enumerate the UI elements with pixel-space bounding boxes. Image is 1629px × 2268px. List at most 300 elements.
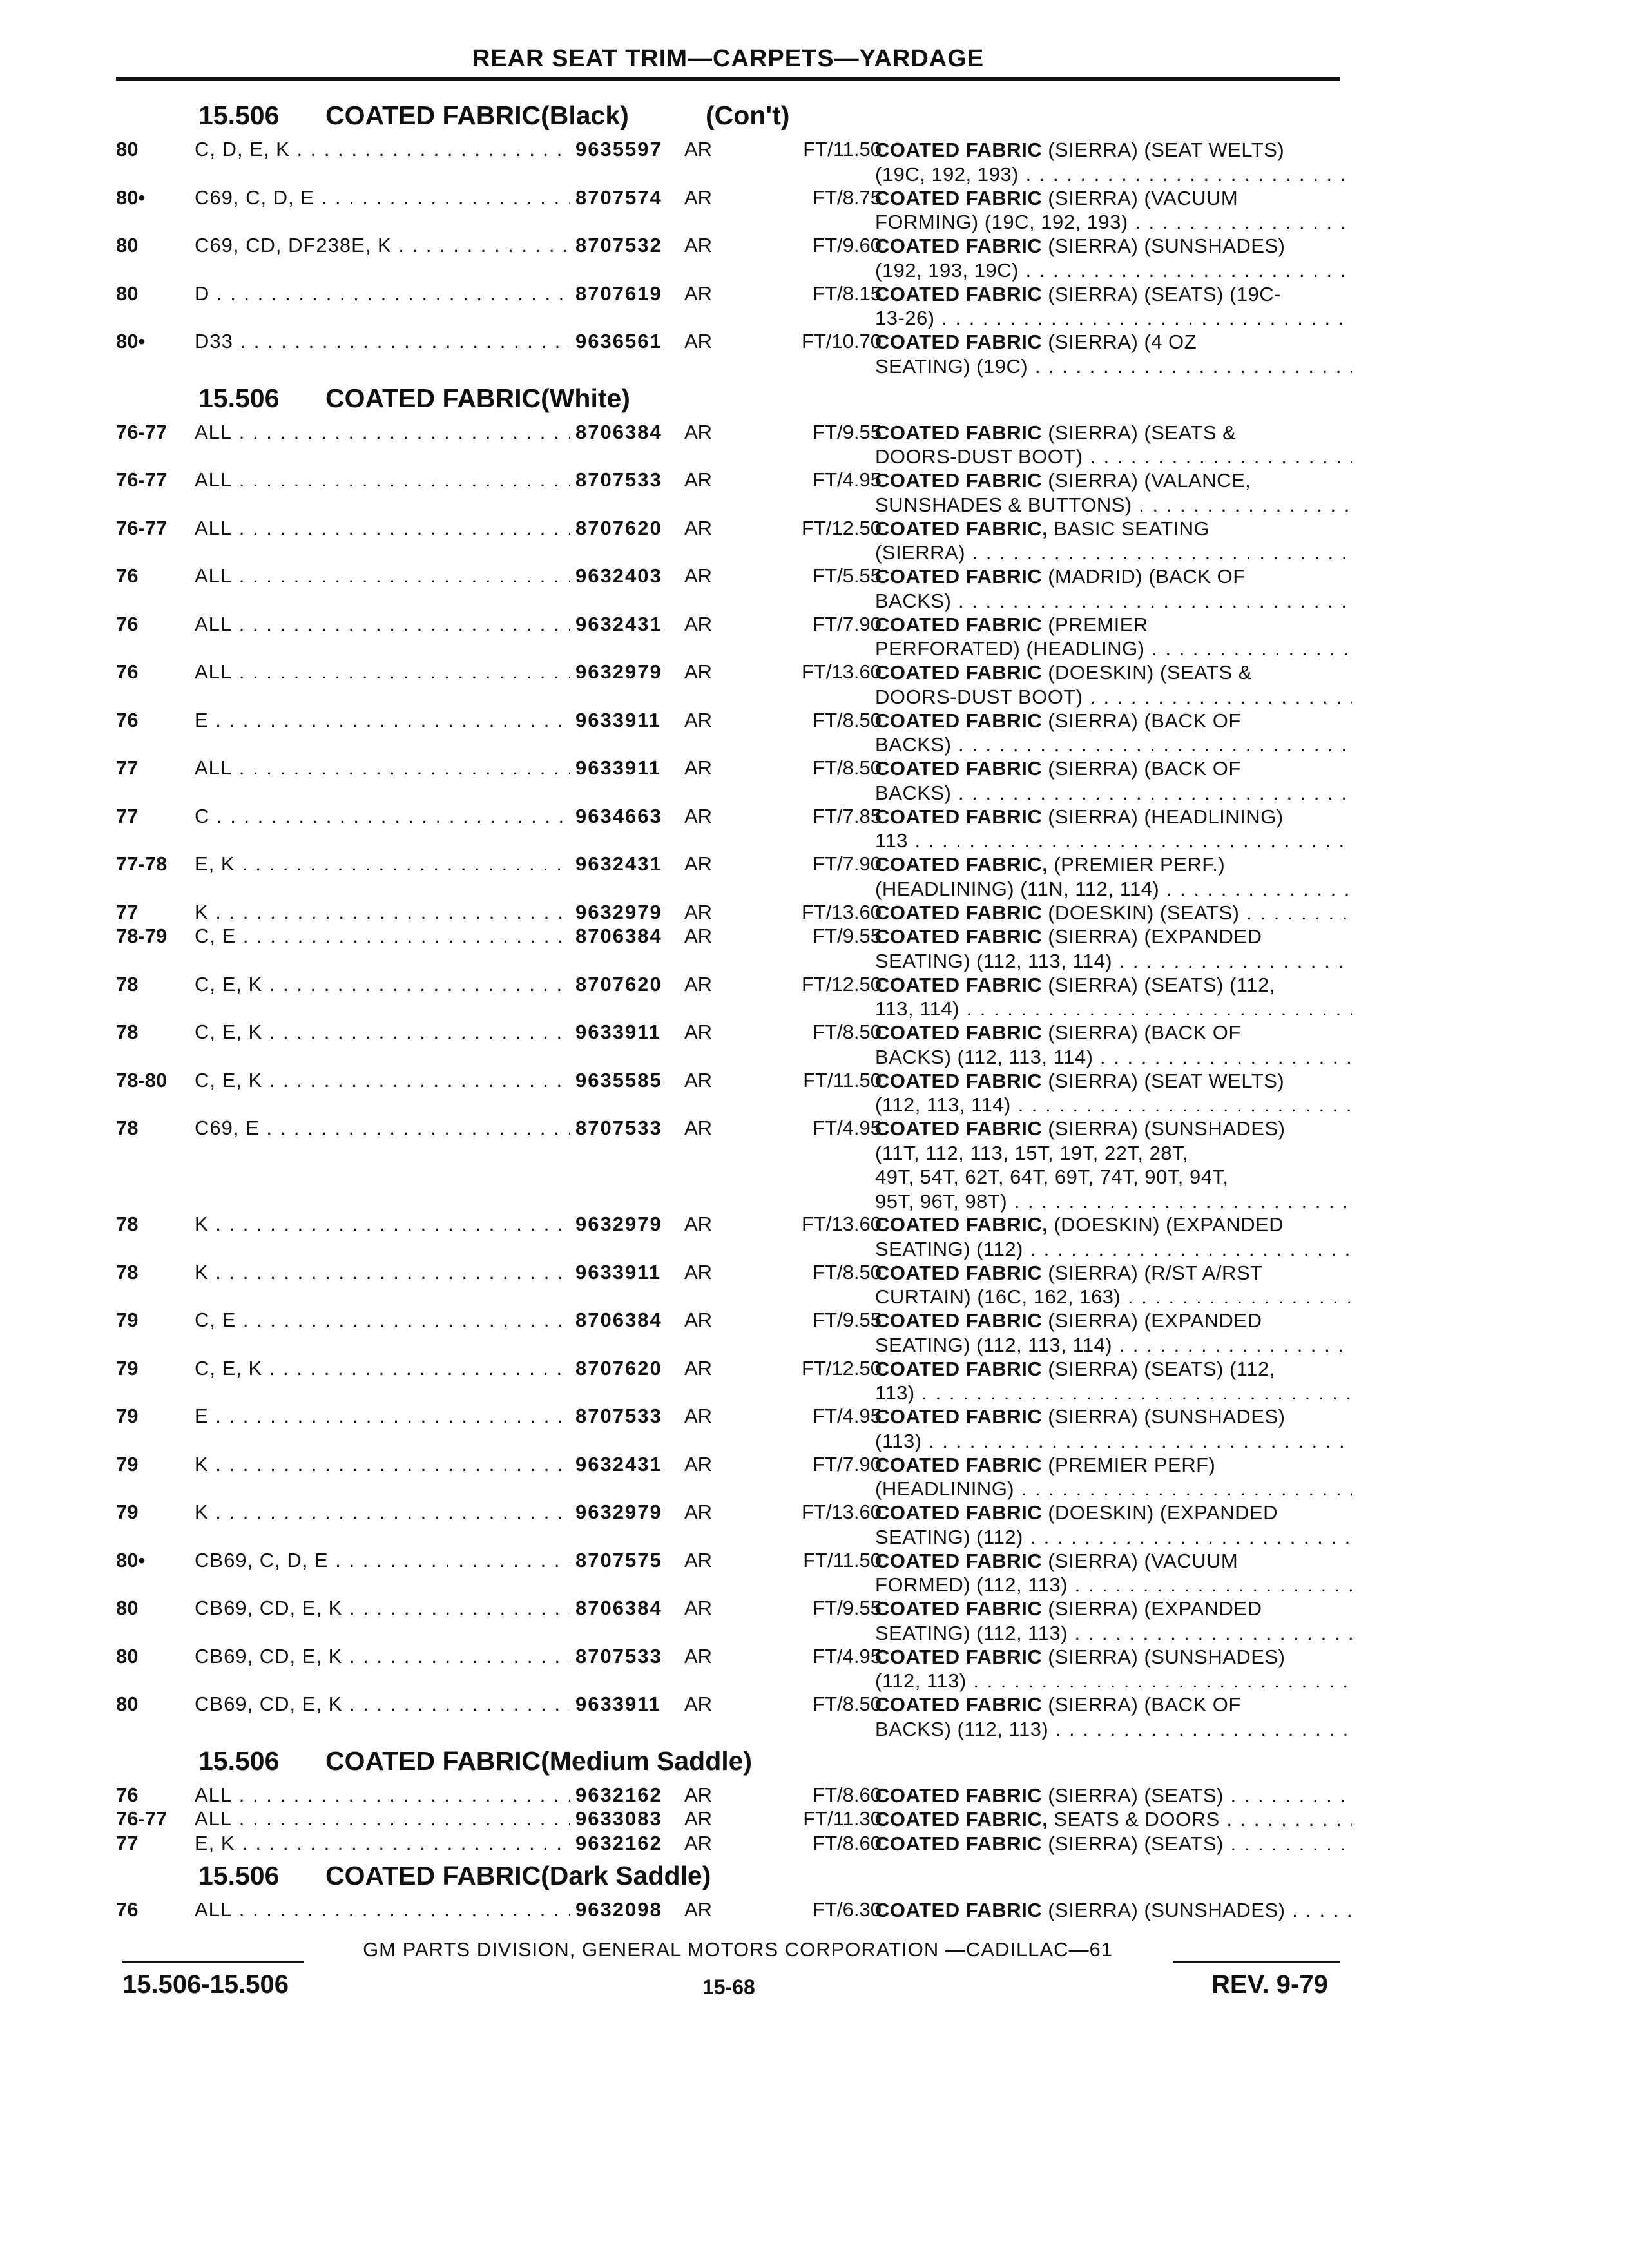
entry-part-number: 9632162 [570,1832,662,1855]
entry-quantity: AR [684,564,713,587]
entry-part-number: 9633911 [570,756,661,780]
description-name: COATED FABRIC [875,1832,1043,1855]
entry-description [875,1693,1352,1741]
description-name: COATED FABRIC, [875,1213,1048,1236]
entry-description [875,973,1352,1021]
entry-quantity: AR [684,516,713,539]
entry-quantity: AR [684,1356,713,1379]
entry-models: K . . . [195,1501,651,1525]
entry-price: FT/13.60 [801,1213,882,1235]
section-title: COATED FABRIC(Medium Saddle) [325,1745,753,1776]
description-line [875,1357,1352,1381]
parts-entry [116,1693,1353,1741]
description-text: (SIERRA) (EXPANDED [1042,1597,1262,1620]
entry-price: FT/6.30 [813,1898,882,1921]
description-name: COATED FABRIC [875,1069,1043,1092]
parts-entry [116,282,1353,331]
entry-description [875,756,1352,805]
description-name: COATED FABRIC [875,1021,1043,1044]
description-line [875,354,1352,379]
description-text: BACKS) (112, 113, 114) [875,1045,1094,1068]
entry-price: FT/8.75 [813,186,882,209]
entry-part-number: 9633083 [570,1807,662,1831]
description-line [875,1405,1352,1429]
entry-description [875,1213,1352,1261]
description-text: (SIERRA) (SEATS) (112, [1042,973,1275,996]
entry-year: 76 [116,612,139,635]
entry-description [875,1597,1352,1645]
entry-models: C, E, K . . . [195,1357,651,1381]
entry-models: K . . . [195,1213,651,1237]
entry-models: C69, E . . . [195,1117,651,1141]
footer-group-range: 15.506-15.506 [122,1970,289,1999]
entry-models: C, D, E, K . . . [195,138,651,162]
parts-entry [116,1549,1353,1597]
entry-quantity: AR [684,420,713,443]
entry-price: FT/9.55 [813,420,882,443]
parts-entry [116,234,1353,282]
description-name: COATED FABRIC [875,1645,1043,1668]
description-text: (SIERRA) (SUNSHADES) [1042,1645,1286,1668]
entry-quantity: AR [684,1597,713,1619]
entry-models: C, E, K . . . [195,973,651,997]
description-line [875,1898,1352,1923]
entry-year: 79 [116,1356,139,1379]
description-line [875,541,1352,565]
entry-year: 80• [116,186,146,209]
entry-part-number: 8706384 [570,1597,662,1620]
description-line [875,1621,1352,1646]
description-line [875,1525,1352,1550]
description-text: BACKS) [875,589,952,612]
entry-models: C69, C, D, E . . . [195,186,651,211]
description-name: COATED FABRIC [875,1309,1043,1332]
parts-entry [116,805,1353,853]
parts-entry [116,925,1353,973]
description-text: (SIERRA) (SEATS) (19C- [1042,282,1281,305]
description-line [875,1453,1352,1477]
entry-models: ALL . . . [195,660,651,685]
entry-quantity: AR [684,1213,713,1235]
entry-models: C, E . . . [195,925,651,949]
entry-models: E, K . . . [195,1832,651,1856]
entry-description [875,852,1352,901]
entry-part-number: 9632979 [570,660,662,684]
description-name: COATED FABRIC [875,805,1043,828]
section-number: 15.506 [198,1745,280,1776]
entry-year: 80 [116,282,139,305]
description-text: (SIERRA) (SEAT WELTS) [1042,139,1285,161]
entry-quantity: AR [684,1831,713,1854]
description-line [875,468,1352,493]
description-text: BACKS) [875,781,952,804]
entry-quantity: AR [684,1260,713,1283]
entry-models: K . . . [195,1453,651,1477]
entry-models: C69, CD, DF238E, K . . . [195,234,651,258]
entry-year: 80 [116,1597,139,1619]
description-text: (SIERRA) (SEATS) [1042,1783,1224,1807]
entry-quantity: AR [684,282,713,305]
parts-entry [116,421,1353,469]
entry-price: FT/8.60 [813,1783,882,1806]
entry-description [875,421,1352,469]
description-line [875,1807,1352,1832]
description-line [875,330,1352,354]
entry-quantity: AR [684,1309,713,1331]
entry-quantity: AR [684,1783,713,1806]
parts-entry [116,1309,1353,1357]
entry-year: 79 [116,1309,139,1331]
description-line [875,282,1352,307]
description-text: 113 [875,829,908,852]
entry-year: 78-79 [116,925,168,947]
parts-entry [116,1021,1353,1069]
entry-year: 77 [116,1831,139,1854]
description-text: (DOESKIN) (SEATS & [1042,661,1252,684]
entry-part-number: 8707620 [570,973,662,996]
entry-description [875,468,1352,517]
description-line [875,901,1352,925]
entry-description [875,660,1352,709]
entry-price: FT/4.95 [813,1117,882,1139]
entry-description [875,613,1352,661]
entry-part-number: 8707533 [570,468,662,492]
description-line [875,1832,1352,1856]
description-line [875,805,1352,829]
parts-entry [116,517,1353,565]
entry-part-number: 8707533 [570,1117,662,1140]
entry-quantity: AR [684,1068,713,1091]
entry-year: 80• [116,330,146,352]
entry-models: D . . . [195,282,651,307]
description-line [875,1261,1352,1285]
entry-models: E . . . [195,1405,651,1429]
description-line [875,973,1352,997]
entry-year: 76-77 [116,420,168,443]
entry-year: 79 [116,1405,139,1427]
description-name: COATED FABRIC, [875,517,1048,540]
description-line [875,733,1352,757]
entry-part-number: 8707620 [570,1357,662,1380]
section-number: 15.506 [198,1861,280,1890]
description-line [875,1501,1352,1525]
description-line [875,1477,1352,1501]
description-text: SEATING) (19C) [875,354,1028,378]
description-text: (MADRID) (BACK OF [1042,565,1246,588]
description-line [875,1645,1352,1669]
description-text: 95T, 96T, 98T) [875,1189,1008,1213]
entry-models: K . . . [195,901,651,925]
description-text: SEATING) (112, 113, 114) [875,1333,1113,1356]
entry-models: ALL . . . [195,421,651,445]
description-text: (HEADLINING) (11N, 112, 114) [875,877,1160,900]
description-line [875,1117,1352,1141]
description-text: (SIERRA) (BACK OF [1042,1693,1241,1716]
entry-quantity: AR [684,1693,713,1715]
entry-quantity: AR [684,1548,713,1571]
parts-entry [116,330,1353,378]
description-text: (192, 193, 19C) [875,258,1019,282]
description-line [875,1693,1352,1717]
entry-price: FT/11.50 [803,1068,882,1091]
entry-price: FT/7.90 [813,1452,882,1475]
entry-year: 76-77 [116,1807,168,1830]
description-line [875,1597,1352,1621]
parts-entry [116,468,1353,517]
description-text: (19C, 192, 193) [875,162,1019,186]
parts-entry [116,1783,1353,1808]
entry-quantity: AR [684,1807,713,1830]
entry-quantity: AR [684,972,713,995]
entry-year: 78 [116,1117,139,1139]
section-heading [116,378,1353,421]
entry-year: 77 [116,804,139,827]
description-line [875,1141,1352,1166]
parts-listing [116,95,1353,1923]
entry-models: CB69, CD, E, K . . . [195,1693,651,1717]
entry-quantity: AR [684,660,713,683]
entry-models: CB69, CD, E, K . . . [195,1597,651,1621]
footer-rule-right [1173,1961,1340,1963]
description-text: DOORS-DUST BOOT) [875,445,1083,468]
parts-entry [116,613,1353,661]
description-text: (SIERRA) (VACUUM [1042,186,1239,209]
entry-models: ALL . . . [195,564,651,589]
description-text: SEATING) (112) [875,1525,1023,1548]
description-name: COATED FABRIC [875,469,1043,492]
parts-entry [116,901,1353,925]
entry-models: ALL . . . [195,517,651,541]
entry-models: C, E, K . . . [195,1069,651,1093]
description-text: (113) [875,1429,922,1452]
entry-models: ALL . . . [195,613,651,637]
description-text: SEATING) (112) [875,1237,1023,1260]
entry-price: FT/12.50 [801,972,882,995]
description-name: COATED FABRIC [875,1783,1043,1807]
entry-part-number: 9634663 [570,805,662,828]
description-line [875,852,1352,877]
entry-part-number: 9633911 [570,1693,661,1716]
entry-part-number: 9632431 [570,613,662,636]
entry-quantity: AR [684,234,713,256]
entry-year: 77 [116,900,139,923]
description-name: COATED FABRIC [875,282,1043,305]
description-line [875,1213,1352,1237]
entry-models: ALL . . . [195,468,651,493]
entry-quantity: AR [684,1405,713,1427]
description-text: (SIERRA) [875,541,966,564]
entry-part-number: 9632979 [570,1213,662,1236]
description-text: (DOESKIN) (EXPANDED [1042,1501,1278,1524]
entry-price: FT/11.30 [803,1807,882,1830]
page-title: REAR SEAT TRIM—CARPETS—YARDAGE [472,45,985,72]
description-name: COATED FABRIC [875,901,1043,924]
entry-models: C, E . . . [195,1309,651,1333]
entry-price: FT/4.95 [813,1405,882,1427]
entry-year: 77-78 [116,852,168,875]
entry-price: FT/7.90 [813,852,882,875]
description-line [875,781,1352,805]
entry-part-number: 9632162 [570,1783,662,1807]
description-text: (PREMIER PERF) [1042,1453,1216,1476]
parts-entry [116,660,1353,709]
description-name: COATED FABRIC [875,1117,1043,1140]
description-name: COATED FABRIC [875,973,1043,996]
entry-quantity: AR [684,925,713,947]
description-line [875,1093,1352,1117]
entry-description [875,1021,1352,1069]
description-name: COATED FABRIC [875,661,1043,684]
entry-part-number: 9635597 [570,138,662,161]
description-name: COATED FABRIC [875,1549,1043,1572]
description-line [875,1189,1352,1214]
description-text: (PREMIER [1042,613,1148,636]
entry-price: FT/11.50 [803,1548,882,1571]
description-text: (112, 113, 114) [875,1093,1011,1116]
entry-price: FT/9.60 [813,234,882,256]
description-line [875,1717,1352,1742]
entry-year: 76-77 [116,468,168,491]
entry-description [875,1309,1352,1357]
entry-part-number: 9632979 [570,1501,662,1524]
entry-description [875,1357,1352,1405]
section-number: 15.506 [198,101,280,130]
entry-part-number: 8706384 [570,421,662,444]
description-text: (SIERRA) (R/ST A/RST [1042,1261,1263,1284]
parts-entry [116,1213,1353,1261]
entry-description [875,1405,1352,1453]
description-text: (SIERRA) (SUNSHADES) [1042,1899,1286,1921]
entry-description [875,925,1352,973]
description-text: BACKS) [875,733,952,756]
description-text: (SIERRA) (4 OZ [1042,331,1197,353]
entry-description [875,1783,1352,1808]
description-text: (SIERRA) (BACK OF [1042,1021,1241,1044]
description-line [875,997,1352,1021]
entry-quantity: AR [684,804,713,827]
parts-entry [116,973,1353,1021]
description-text: FORMED) (112, 113) [875,1573,1068,1596]
entry-price: FT/9.55 [813,1597,882,1619]
entry-quantity: AR [684,138,713,160]
entry-quantity: AR [684,1452,713,1475]
entry-year: 79 [116,1501,139,1523]
description-line [875,1237,1352,1262]
parts-entry [116,1357,1353,1405]
entry-quantity: AR [684,468,713,491]
section-number: 15.506 [198,383,280,413]
parts-entry [116,1405,1353,1453]
entry-models: CB69, CD, E, K . . . [195,1645,651,1669]
parts-entry [116,852,1353,901]
entry-models: ALL . . . [195,1783,651,1808]
entry-price: FT/12.50 [801,516,882,539]
entry-price: FT/8.50 [813,1021,882,1043]
description-name: COATED FABRIC [875,186,1043,209]
description-line [875,1309,1352,1333]
description-text: (SIERRA) (SUNSHADES) [1042,235,1286,257]
description-text: (SIERRA) (EXPANDED [1042,1309,1262,1332]
description-text: (SIERRA) (VALANCE, [1042,469,1251,492]
entry-price: FT/10.70 [801,330,882,352]
description-name: COATED FABRIC [875,1357,1043,1380]
description-text: 49T, 54T, 62T, 64T, 69T, 74T, 90T, 94T, [875,1166,1229,1188]
section-heading [116,1741,1353,1783]
entry-price: FT/8.60 [813,1831,882,1854]
entry-price: FT/7.90 [813,612,882,635]
entry-description [875,1549,1352,1597]
parts-entry [116,1501,1353,1549]
entry-quantity: AR [684,756,713,779]
entry-quantity: AR [684,852,713,875]
entry-year: 80 [116,138,139,160]
entry-description [875,709,1352,757]
description-line [875,517,1352,541]
entry-description [875,138,1352,186]
parts-entry [116,1832,1353,1856]
entry-price: FT/5.55 [813,564,882,587]
description-text: 113, 114) [875,997,959,1020]
section-heading [116,1856,1353,1898]
description-text: 113) [875,1381,915,1404]
description-line [875,493,1352,517]
entry-price: FT/9.55 [813,1309,882,1331]
entry-description [875,1501,1352,1549]
entry-description [875,1453,1352,1501]
description-text: (DOESKIN) (EXPANDED [1048,1213,1284,1236]
entry-quantity: AR [684,1021,713,1043]
entry-description [875,330,1352,378]
section-title: COATED FABRIC(Dark Saddle) [325,1861,711,1890]
entry-price: FT/13.60 [801,660,882,683]
description-text: BACKS) (112, 113) [875,1717,1049,1740]
description-line [875,162,1352,187]
entry-year: 79 [116,1452,139,1475]
description-name: COATED FABRIC [875,1693,1043,1716]
parts-entry [116,756,1353,805]
description-text: FORMING) (19C, 192, 193) [875,211,1128,233]
description-text: (SIERRA) (SUNSHADES) [1042,1117,1286,1140]
entry-description [875,1807,1352,1832]
description-text: (SIERRA) (VACUUM [1042,1549,1239,1572]
description-name: COATED FABRIC [875,235,1043,257]
footer-rule-left [122,1961,304,1963]
footer-corporation: GM PARTS DIVISION, GENERAL MOTORS CORPORATION —CADILLAC—61 [363,1938,1113,1961]
description-line [875,1429,1352,1454]
description-name: COATED FABRIC [875,925,1043,948]
header-rule [116,77,1340,81]
description-text: SEATING) (112, 113, 114) [875,949,1113,972]
entry-year: 76 [116,1898,139,1921]
entry-quantity: AR [684,708,713,731]
entry-description [875,1645,1352,1693]
entry-description [875,1069,1352,1117]
entry-quantity: AR [684,900,713,923]
entry-part-number: 9632979 [570,901,662,924]
description-name: COATED FABRIC [875,1261,1043,1284]
description-line [875,1045,1352,1070]
description-text: BASIC SEATING [1048,517,1210,540]
description-line [875,306,1352,331]
entry-part-number: 9633911 [570,1021,661,1044]
description-line [875,421,1352,445]
description-name: COATED FABRIC [875,1453,1043,1476]
entry-models: C . . . [195,805,651,829]
description-text: DOORS-DUST BOOT) [875,685,1083,708]
description-text: (SIERRA) (SEAT WELTS) [1042,1069,1285,1092]
entry-part-number: 8706384 [570,925,662,948]
entry-price: FT/8.50 [813,1260,882,1283]
